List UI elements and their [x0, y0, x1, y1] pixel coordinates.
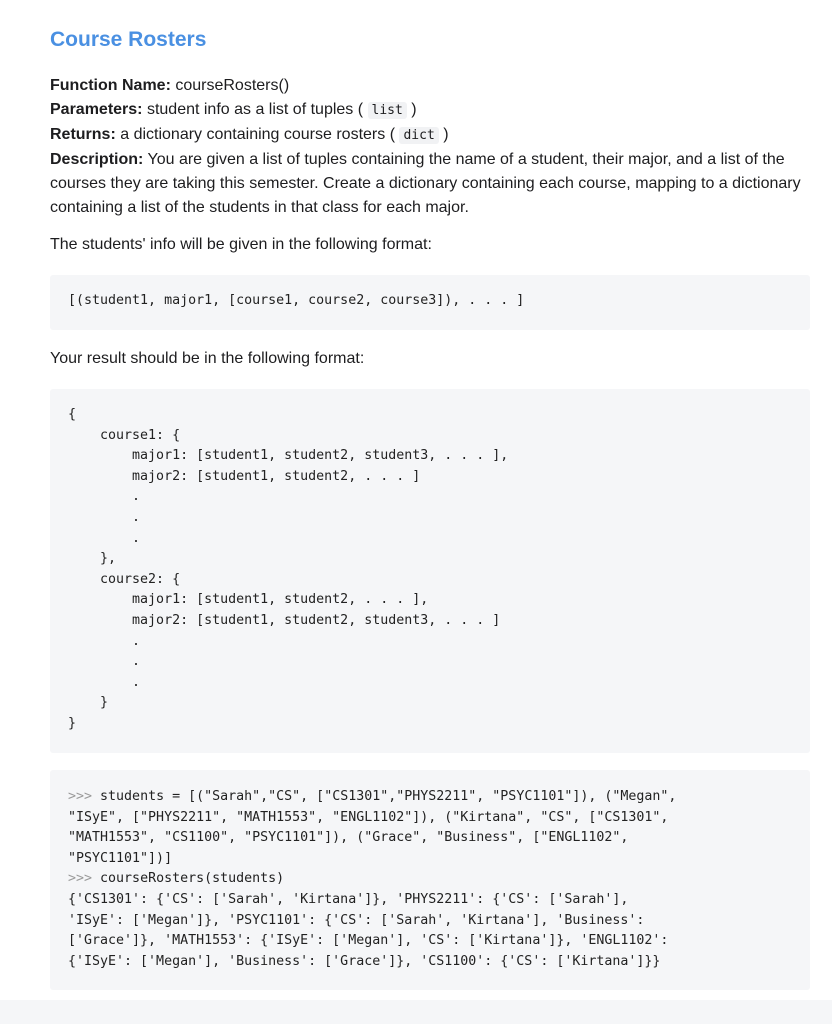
- function-spec: [50, 74, 810, 220]
- description-label: Description:: [50, 151, 144, 168]
- page-title: Course Rosters: [50, 28, 207, 51]
- function-name-row: [50, 74, 810, 98]
- parameters-value: student info as a list of tuples (: [142, 101, 368, 118]
- parameters-end: ): [406, 101, 417, 118]
- example-code: [50, 787, 810, 972]
- returns-row: [50, 123, 810, 148]
- function-name-value: courseRosters(): [170, 77, 290, 94]
- footer-bar: [0, 1000, 832, 1024]
- returns-end: ): [438, 126, 449, 143]
- format-intro: The students' info will be given in the following format:: [50, 236, 432, 253]
- example-input: students = [("Sarah","CS", ["CS1301","PHYS2211", "PSYC1101"]), ("Megan", "ISyE", ["PHYS2211", "MATH1553", "ENGL1102"]), ("Kirtana", "CS", ["CS1301", "MATH1553", "CS1100", "PSYC1101"]), ("Grace", "Business", ["ENGL1102", "PSYC1101"])]: [68, 789, 677, 866]
- parameters-type-code: list: [368, 102, 407, 119]
- returns-type-code: dict: [399, 127, 438, 144]
- result-code-block: [50, 389, 810, 753]
- example-code-block: [50, 770, 810, 990]
- format-code: [(student1, major1, [course1, course2, course3]), . . . ]: [68, 293, 525, 308]
- returns-label: Returns:: [50, 126, 116, 143]
- returns-value: a dictionary containing course rosters (: [115, 126, 400, 143]
- prompt-marker: >>>: [68, 789, 93, 804]
- description-text: You are given a list of tuples containing the name of a student, their major, and a list of the courses they are taking this semester. Create a dictionary containing each course, mapping to a dictionary containing a list of the students in that class for each major.: [50, 151, 801, 216]
- result-code: { course1: { major1: [student1, student2, student3, . . . ], major2: [student1, student2, . . . ] . . . }, course2: { major1: [student1, student2, . . . ], major2: [student1, student2, student3, . . . ] . . . } }: [68, 407, 509, 731]
- example-call: courseRosters(students): [100, 871, 285, 887]
- parameters-row: [50, 98, 810, 123]
- parameters-label: Parameters:: [50, 101, 143, 118]
- example-output: {'CS1301': {'CS': ['Sarah', 'Kirtana']}, 'PHYS2211': {'CS': ['Sarah'], 'ISyE': ['Megan']}, 'PSYC1101': {'CS': ['Sarah', 'Kirtana'], 'Business': ['Grace']}, 'MATH1553': {'ISyE': ['Megan'], 'CS': ['Kirtana']}, 'ENGL1102': {'ISyE': ['Megan'], 'Business': ['Grace']}, 'CS1100': {'CS': ['Kirtana']}}: [68, 891, 669, 969]
- description-row: [50, 148, 810, 220]
- prompt-marker: >>>: [68, 871, 93, 887]
- format-code-block: [50, 275, 810, 330]
- function-name-label: Function Name:: [50, 77, 171, 94]
- result-intro: Your result should be in the following format:: [50, 350, 365, 367]
